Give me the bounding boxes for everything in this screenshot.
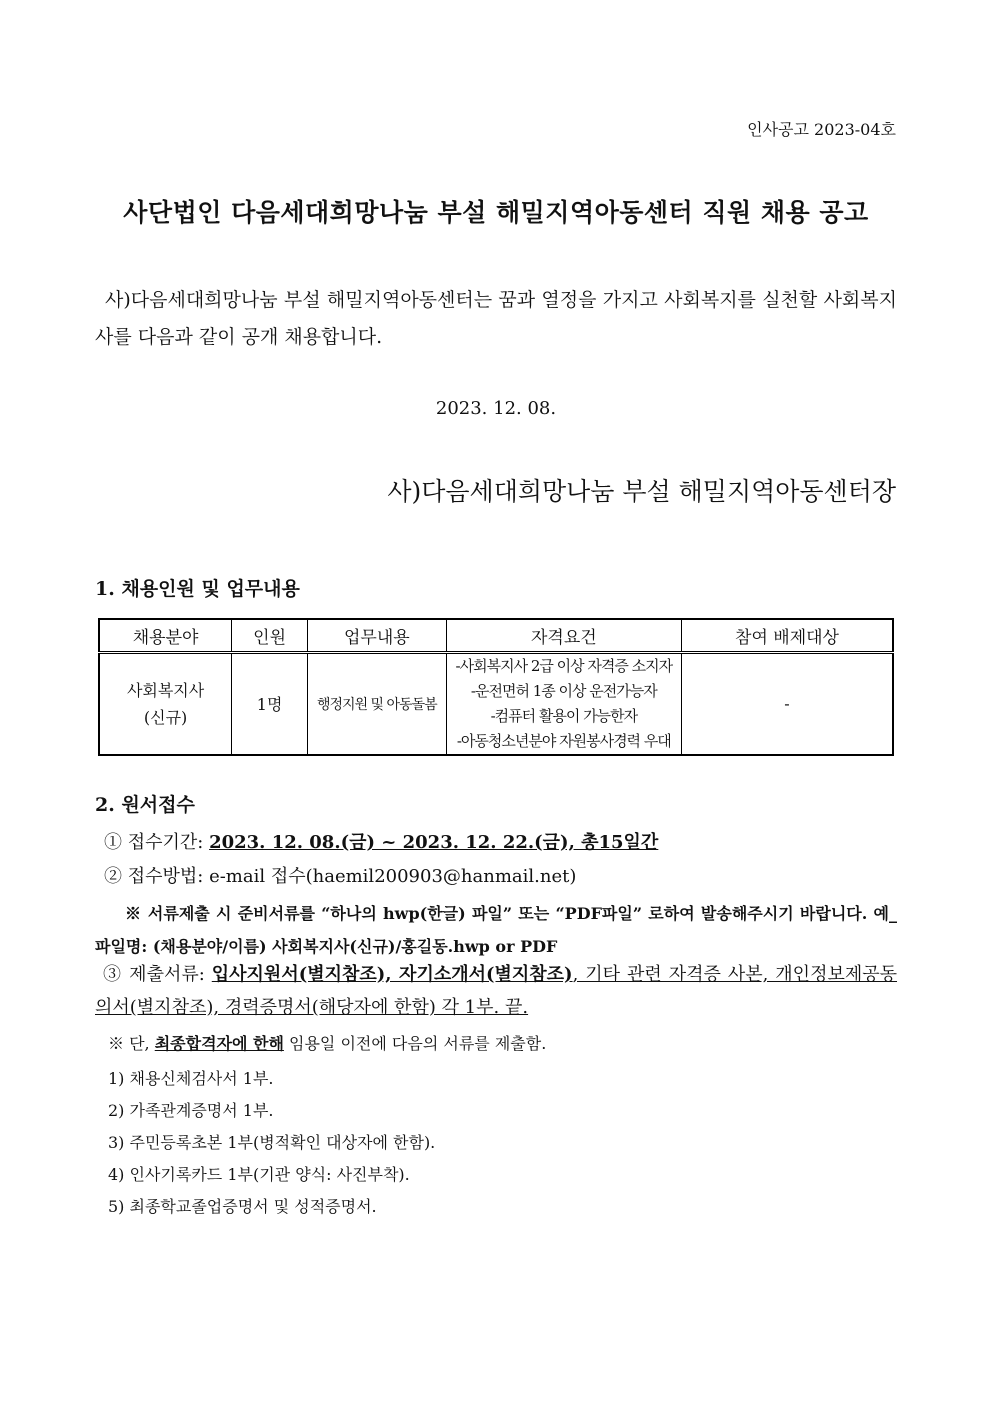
requirement-item: -컴퓨터 활용이 가능한자 [490,706,638,725]
cell-duties: 행정지원 및 아동돌봄 [308,652,447,755]
requirement-item: -운전면허 1종 이상 운전가능자 [470,681,657,700]
period-label: ① 접수기간: [104,832,210,853]
docs-label: ③ 제출서류: [103,964,212,985]
organization-signature: 사)다음세대희망나눔 부설 해밀지역아동센터장 [387,477,896,506]
list-item: 1) 채용신체검사서 1부. [108,1069,274,1088]
cell-count: 1명 [232,652,308,755]
requirement-item: -아동청소년분야 자원봉사경력 우대 [456,731,671,750]
application-method [104,862,576,888]
application-period [104,828,658,854]
header-requirements: 자격요건 [446,619,681,652]
docs-rest: , 기타 관련 자격증 사본, 개인정보제공동의서(별지참조), 경력증명서(해당자에 한함) 각 1부. 끝. [95,964,898,1018]
page-title: 사단법인 다음세대희망나눔 부설 해밀지역아동센터 직원 채용 공고 [123,198,869,227]
list-item: 3) 주민등록초본 1부(병적확인 대상자에 한함). [108,1133,436,1152]
intro-paragraph: 사)다음세대희망나눔 부설 해밀지역아동센터는 꿈과 열정을 가지고 사회복지를 실천할 사회복지사를 다음과 같이 공개 채용합니다. [95,289,897,348]
method-value: e-mail 접수(haemil200903@hanmail.net) [209,866,577,887]
field-line2: (신규) [143,707,188,727]
list-item: 2) 가족관계증명서 1부. [108,1101,274,1120]
table-row [99,652,893,755]
section-heading-application: 2. 원서접수 [95,794,195,816]
list-item: 5) 최종학교졸업증명서 및 성적증명서. [108,1197,377,1216]
cell-excluded: - [682,652,893,755]
requirement-item: -사회복지사 2급 이상 자격증 소지자 [455,656,673,675]
only-suffix: 임용일 이전에 다음의 서류를 제출함. [283,1034,547,1053]
cell-field [99,652,232,755]
header-duties: 업무내용 [308,619,447,652]
recruitment-table [98,618,894,756]
only-bold: 최종합격자에 한해 [154,1034,284,1053]
method-label: ② 접수방법: [104,866,210,887]
field-line1: 사회복지사 [126,680,205,700]
list-item: 4) 인사기록카드 1부(기관 양식: 사진부착). [108,1165,410,1184]
notice-number: 인사공고 2023-04호 [747,120,896,139]
cell-requirements [446,652,681,755]
table-header-row [99,619,893,652]
docs-bold: 입사지원서(별지참조), 자기소개서(별지참조) [211,964,573,985]
header-field: 채용분야 [99,619,232,652]
notice-date: 2023. 12. 08. [435,398,557,419]
only-prefix: ※ 단, [108,1034,155,1053]
required-documents [95,958,897,1024]
section-heading-recruitment: 1. 채용인원 및 업무내용 [95,578,300,600]
header-excluded: 참여 배제대상 [682,619,893,652]
period-value: 2023. 12. 08.(금) ~ 2023. 12. 22.(금), 총15일간 [209,832,659,853]
header-count: 인원 [232,619,308,652]
submission-note: ※ 서류제출 시 준비서류를 “하나의 hwp(한글) 파일” 또는 “PDF파일” 로하여 발송해주시기 바랍니다. 예_파일명: (채용분야/이름) 사회복지사(신규)/홍길동.hwp or PDF [95,904,897,956]
final-candidates-note [108,1031,546,1054]
